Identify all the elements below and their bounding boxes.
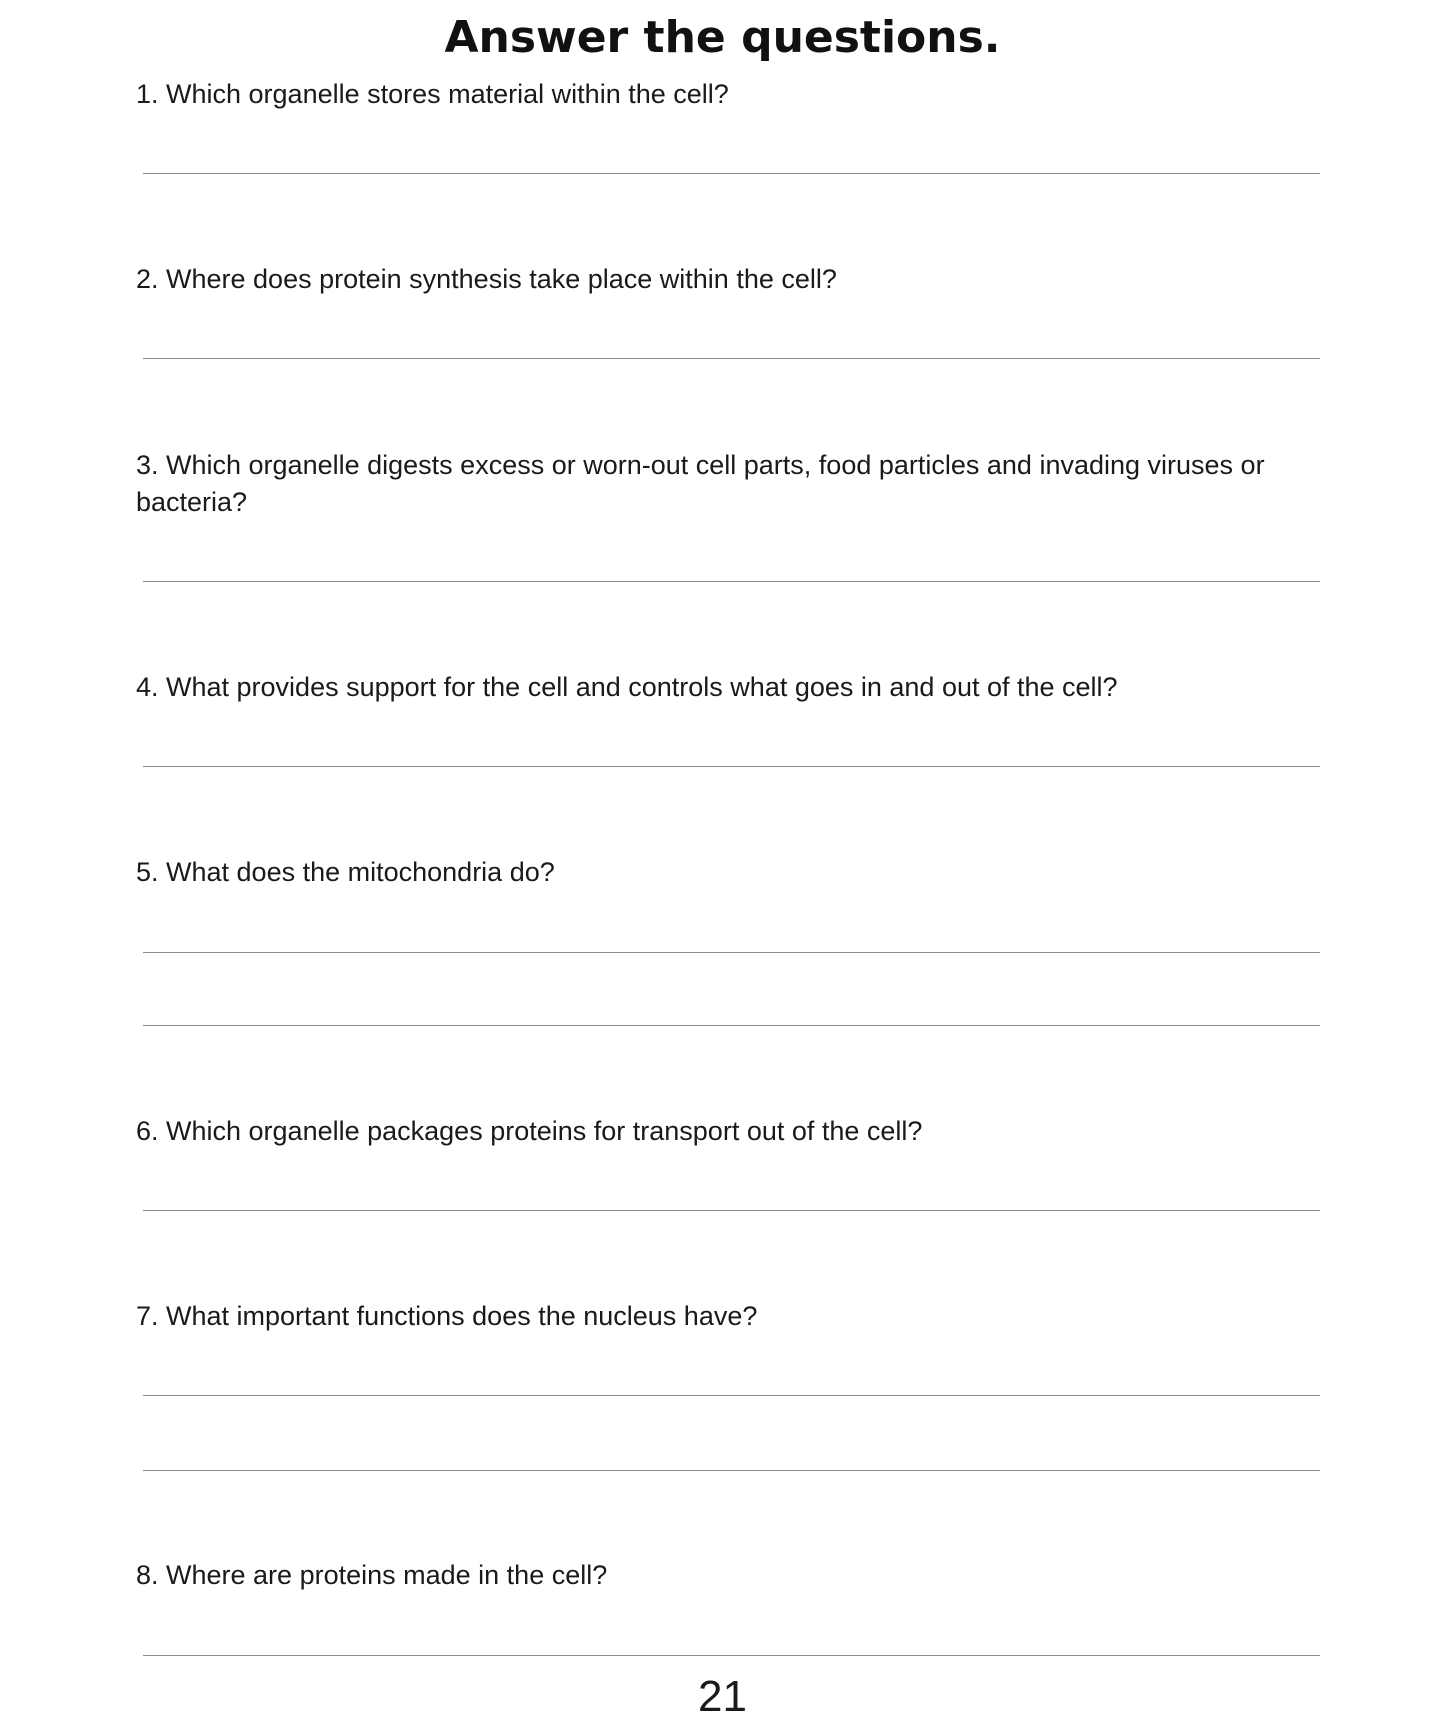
answer-line-5b[interactable] <box>143 1025 1320 1026</box>
answer-line-6[interactable] <box>143 1210 1320 1211</box>
question-3: 3. Which organelle digests excess or worn-out cell parts, food particles and invading viruses or bacteria? <box>136 450 1265 517</box>
answer-line-7a[interactable] <box>143 1395 1320 1396</box>
question-8: 8. Where are proteins made in the cell? <box>136 1560 608 1590</box>
question-7: 7. What important functions does the nucleus have? <box>136 1301 758 1331</box>
question-6: 6. Which organelle packages proteins for transport out of the cell? <box>136 1116 923 1146</box>
answer-line-3[interactable] <box>143 581 1320 582</box>
answer-line-5a[interactable] <box>143 952 1320 953</box>
page-number: 21 <box>698 1672 747 1721</box>
question-2: 2. Where does protein synthesis take place within the cell? <box>136 264 837 294</box>
answer-line-1[interactable] <box>143 173 1320 174</box>
answer-line-7b[interactable] <box>143 1470 1320 1471</box>
answer-line-2[interactable] <box>143 358 1320 359</box>
question-4: 4. What provides support for the cell and controls what goes in and out of the cell? <box>136 672 1118 702</box>
worksheet-title: Answer the questions. <box>444 12 1001 63</box>
question-1: 1. Which organelle stores material within the cell? <box>136 79 729 109</box>
answer-line-8[interactable] <box>143 1655 1320 1656</box>
question-5: 5. What does the mitochondria do? <box>136 857 555 887</box>
answer-line-4[interactable] <box>143 766 1320 767</box>
